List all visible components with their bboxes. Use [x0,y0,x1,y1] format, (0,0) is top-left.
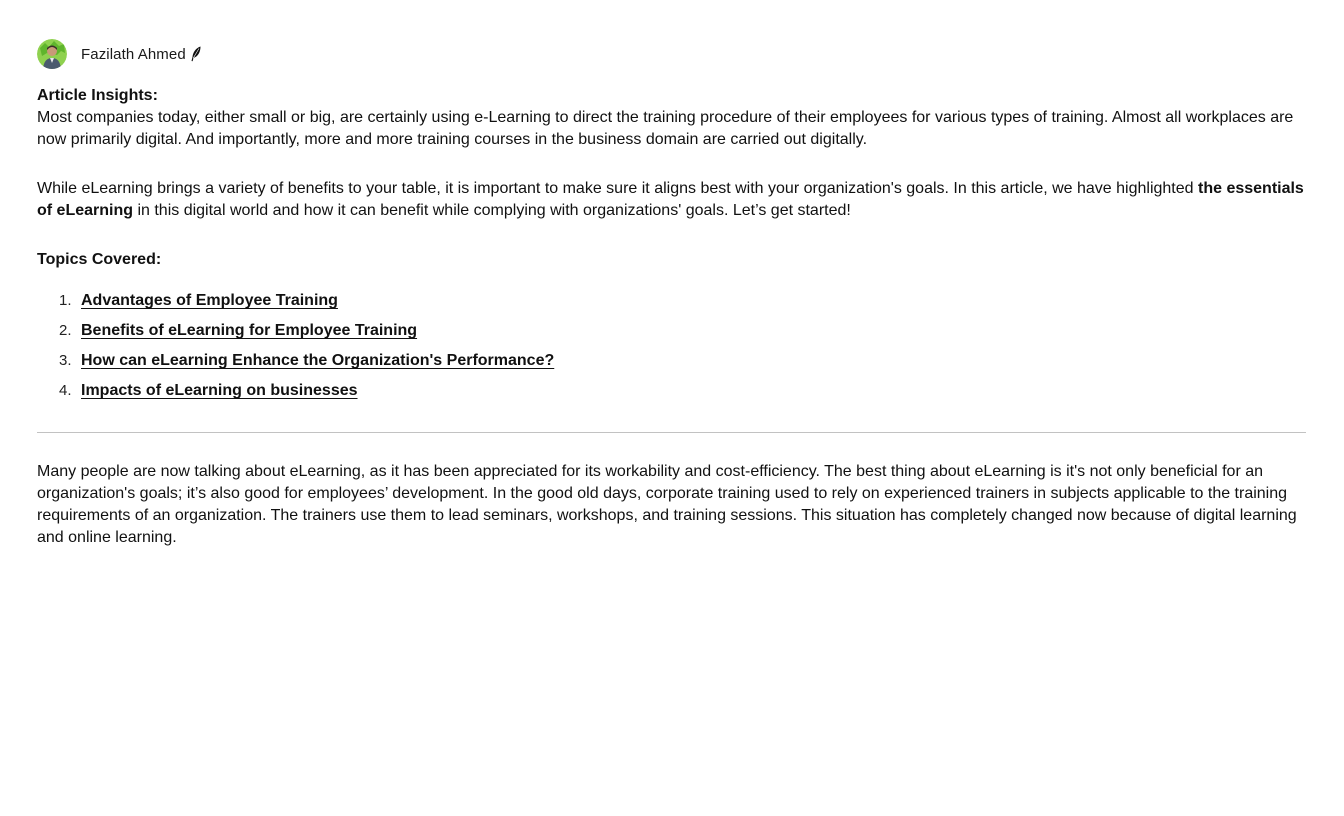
list-item-number: 3. [59,352,72,369]
topic-link-performance[interactable]: How can eLearning Enhance the Organization's Performance? [81,352,555,369]
list-item-number: 4. [59,382,72,399]
highlighted-essentials: the essentials of eLearning [37,180,1304,219]
topic-link-impacts[interactable]: Impacts of eLearning on businesses [81,382,358,399]
author-avatar[interactable] [37,39,67,69]
list-item [37,286,1307,316]
list-item [37,316,1307,346]
author-byline [37,39,202,69]
avatar-image [37,39,67,69]
author-name[interactable]: Fazilath Ahmed [81,45,186,63]
body-paragraph: Many people are now talking about eLearning, as it has been appreciated for its workability and cost-efficiency. The best thing about eLearning is it's not only beneficial for an organization's goals; it’s also good for employees’ development. In the good old days, corporate training used to rely on experienced trainers in subjects applicable to the training requirements of an organization. The trainers use them to lead seminars, workshops, and training sessions. This situation has completely changed now because of digital learning and online learning. [37,463,1297,546]
list-item [37,376,1307,406]
topic-link-advantages[interactable]: Advantages of Employee Training [81,292,338,309]
second-paragraph-text: While eLearning brings a variety of benefits to your table, it is important to make sure it aligns best with your organization's goals. In this article, we have highlighted [37,180,1198,197]
article-content [37,85,1307,549]
section-divider [37,432,1306,433]
topic-link-benefits[interactable]: Benefits of eLearning for Employee Training [81,322,418,339]
article-insights-heading: Article Insights: [37,87,158,104]
list-item-number: 1. [59,292,72,309]
topics-list [37,286,1307,406]
second-paragraph [37,178,1307,222]
list-item [37,346,1307,376]
list-item-number: 2. [59,322,72,339]
intro-paragraph: Most companies today, either small or big, are certainly using e-Learning to direct the training procedure of their employees for various types of training. Almost all workplaces are now primarily digital. And importantly, more and more training courses in the business domain are carried out digitally. [37,109,1294,148]
second-paragraph-text-end: in this digital world and how it can benefit while complying with organizations' goals. Let’s get started! [133,202,851,219]
topics-covered-heading: Topics Covered: [37,251,162,268]
feather-icon [190,46,202,62]
